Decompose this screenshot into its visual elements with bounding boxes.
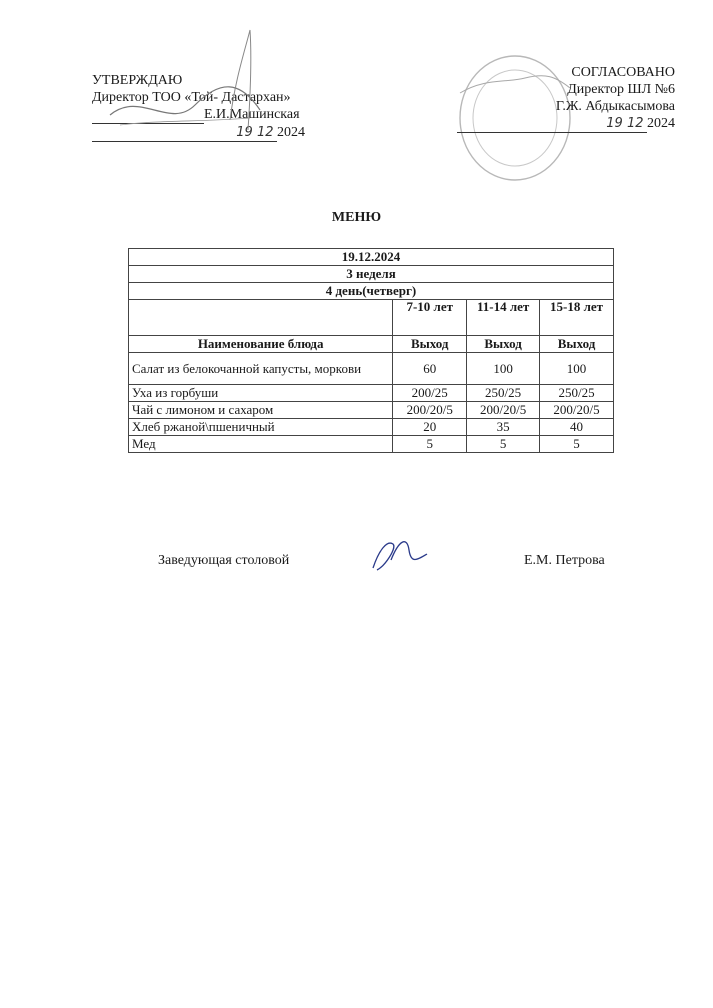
agreement-date-line <box>457 115 675 133</box>
approval-signature <box>100 20 280 150</box>
footer-position: Заведующая столовой <box>158 553 290 568</box>
portion-value: 35 <box>467 419 540 436</box>
dish-name: Чай с лимоном и сахаром <box>129 402 393 419</box>
age-group-row <box>129 300 614 336</box>
portion-value: 250/25 <box>467 385 540 402</box>
agreement-name: Г.Ж. Абдыкасымова <box>555 99 675 114</box>
age-group-11-14: 11-14 лет <box>467 300 540 336</box>
menu-table <box>128 248 614 453</box>
page-title: МЕНЮ <box>331 210 382 225</box>
agreement-date-blank <box>457 115 647 133</box>
menu-date-row <box>129 249 614 266</box>
age-group-blank <box>129 300 393 336</box>
portion-value: 40 <box>540 419 614 436</box>
menu-day: 4 день(четверг) <box>129 283 614 300</box>
dish-name: Уха из горбуши <box>129 385 393 402</box>
footer-signature <box>365 530 435 580</box>
portion-value: 200/20/5 <box>467 402 540 419</box>
approval-year: 2024 <box>277 125 305 140</box>
dish-name: Салат из белокочанной капусты, моркови <box>129 353 393 385</box>
portion-value: 100 <box>540 353 614 385</box>
output-header: Выход <box>393 336 467 353</box>
column-header-row <box>129 336 614 353</box>
table-row <box>129 436 614 453</box>
table-row <box>129 353 614 385</box>
output-header: Выход <box>467 336 540 353</box>
portion-value: 200/20/5 <box>540 402 614 419</box>
portion-value: 200/20/5 <box>393 402 467 419</box>
menu-day-row <box>129 283 614 300</box>
approval-position: Директор ТОО «Той- Дастархан» <box>92 90 291 105</box>
dish-name: Хлеб ржаной\пшеничный <box>129 419 393 436</box>
portion-value: 20 <box>393 419 467 436</box>
menu-week-row <box>129 266 614 283</box>
age-group-15-18: 15-18 лет <box>540 300 614 336</box>
output-header: Выход <box>540 336 614 353</box>
menu-week: 3 неделя <box>129 266 614 283</box>
menu-date: 19.12.2024 <box>129 249 614 266</box>
agreement-position: Директор ШЛ №6 <box>567 82 675 97</box>
approval-heading: УТВЕРЖДАЮ <box>92 73 183 88</box>
portion-value: 250/25 <box>540 385 614 402</box>
portion-value: 5 <box>393 436 467 453</box>
approval-name: Е.И.Машинская <box>204 107 300 122</box>
portion-value: 100 <box>467 353 540 385</box>
agreement-block <box>457 64 675 133</box>
portion-value: 200/25 <box>393 385 467 402</box>
age-group-7-10: 7-10 лет <box>393 300 467 336</box>
portion-value: 5 <box>467 436 540 453</box>
footer-name: Е.М. Петрова <box>524 553 605 568</box>
dish-name: Мед <box>129 436 393 453</box>
portion-value: 60 <box>393 353 467 385</box>
agreement-date-handwritten: 19 12 <box>606 116 644 131</box>
table-row <box>129 402 614 419</box>
agreement-heading: СОГЛАСОВАНО <box>571 65 675 80</box>
table-row <box>129 385 614 402</box>
table-row <box>129 419 614 436</box>
portion-value: 5 <box>540 436 614 453</box>
agreement-year: 2024 <box>647 116 675 131</box>
dish-header: Наименование блюда <box>129 336 393 353</box>
approval-date-handwritten: 19 12 <box>236 125 274 140</box>
